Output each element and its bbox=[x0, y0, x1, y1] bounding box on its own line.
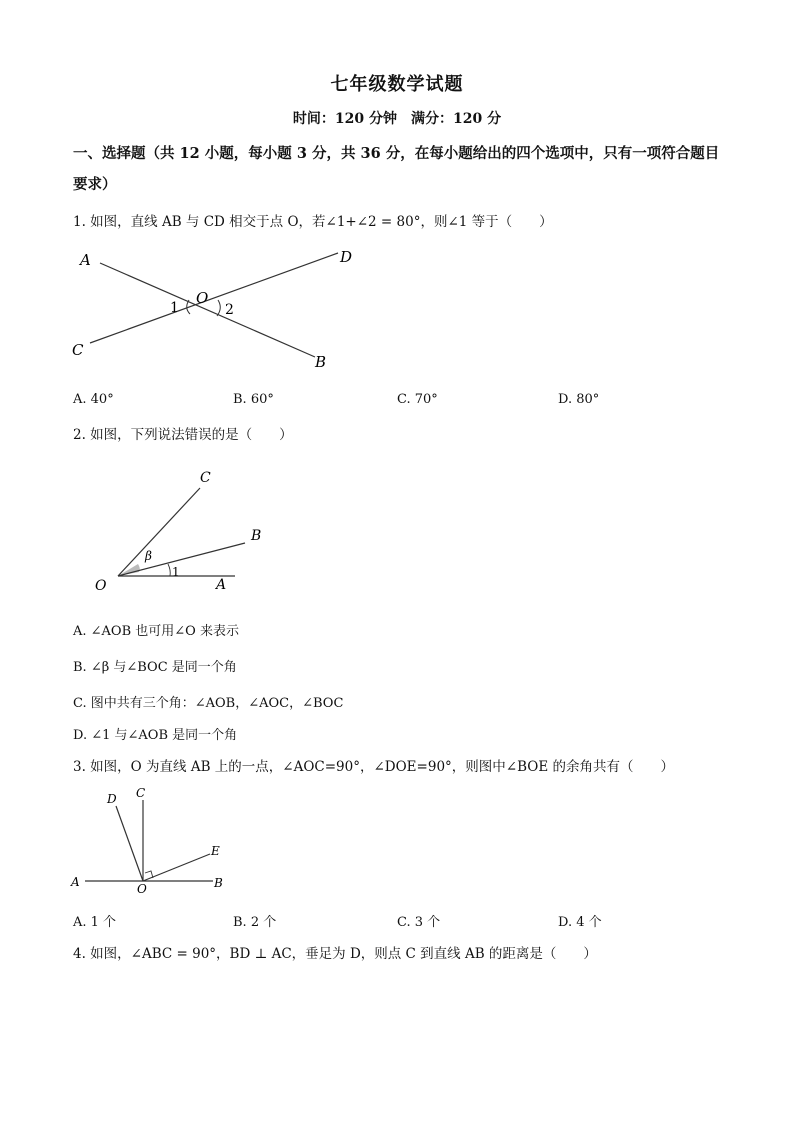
label-a: A bbox=[80, 251, 91, 269]
label-angle-2: 2 bbox=[225, 302, 234, 318]
ray-oc bbox=[118, 488, 200, 576]
label-c: C bbox=[72, 341, 84, 359]
question-2-figure bbox=[90, 460, 290, 600]
question-3-option-c[interactable]: C. 3 个 bbox=[397, 915, 441, 930]
label-angle-1: 1 bbox=[172, 565, 180, 579]
question-3-stem: 3. 如图，O 为直线 AB 上的一点，∠AOC=90°，∠DOE=90°，则图中∠BOE 的余角共有（ ） bbox=[73, 759, 674, 775]
label-o: O bbox=[137, 882, 147, 896]
page-title: 七年级数学试题 bbox=[330, 74, 464, 95]
question-1-figure bbox=[60, 240, 380, 380]
question-3-figure bbox=[65, 782, 245, 902]
question-1-stem: 1. 如图，直线 AB 与 CD 相交于点 O，若∠1+∠2 = 80°，则∠1 等于（ ） bbox=[73, 214, 553, 230]
angle-1-arc bbox=[168, 564, 170, 576]
question-3-option-a[interactable]: A. 1 个 bbox=[73, 915, 117, 930]
question-2-stem: 2. 如图，下列说法错误的是（ ） bbox=[73, 427, 293, 443]
label-b: B bbox=[315, 353, 327, 371]
label-b: B bbox=[251, 528, 262, 544]
question-2-option-a[interactable]: A. ∠AOB 也可用∠O 来表示 bbox=[73, 624, 239, 639]
question-1-option-b[interactable]: B. 60° bbox=[233, 392, 274, 407]
question-2-option-d[interactable]: D. ∠1 与∠AOB 是同一个角 bbox=[73, 728, 238, 743]
question-1-option-a[interactable]: A. 40° bbox=[73, 392, 114, 407]
label-o: O bbox=[196, 289, 209, 307]
label-e: E bbox=[211, 844, 220, 858]
question-3-option-b[interactable]: B. 2 个 bbox=[233, 915, 277, 930]
label-d: D bbox=[340, 248, 353, 266]
question-1-option-c[interactable]: C. 70° bbox=[397, 392, 438, 407]
question-4-stem: 4. 如图，∠ABC = 90°，BD ⊥ AC，垂足为 D，则点 C 到直线 AB 的距离是（ ） bbox=[73, 946, 597, 962]
label-b: B bbox=[214, 876, 223, 890]
question-1-option-d[interactable]: D. 80° bbox=[558, 392, 600, 407]
ray-od bbox=[116, 806, 143, 881]
question-3-option-d[interactable]: D. 4 个 bbox=[558, 915, 602, 930]
line-cd bbox=[90, 253, 338, 343]
label-beta: β bbox=[145, 549, 152, 563]
ray-ob bbox=[118, 543, 245, 576]
label-c: C bbox=[136, 786, 146, 800]
label-o: O bbox=[95, 578, 107, 594]
question-2-option-b[interactable]: B. ∠β 与∠BOC 是同一个角 bbox=[73, 660, 237, 675]
question-2-option-c[interactable]: C. 图中共有三个角：∠AOB，∠AOC，∠BOC bbox=[73, 696, 344, 711]
angle-beta-shade bbox=[118, 564, 140, 576]
label-a: A bbox=[216, 577, 227, 593]
label-angle-1: 1 bbox=[170, 300, 179, 316]
label-a: A bbox=[71, 875, 80, 889]
exam-info: 时间：120 分钟 满分：120 分 bbox=[292, 111, 502, 127]
angle-2-arc bbox=[217, 300, 220, 316]
label-c: C bbox=[200, 470, 211, 486]
line-ab bbox=[100, 263, 315, 357]
label-d: D bbox=[107, 792, 117, 806]
section-heading: 一、选择题（共 12 小题，每小题 3 分，共 36 分，在每小题给出的四个选项中，只有一项符合题目要求） bbox=[73, 145, 720, 193]
